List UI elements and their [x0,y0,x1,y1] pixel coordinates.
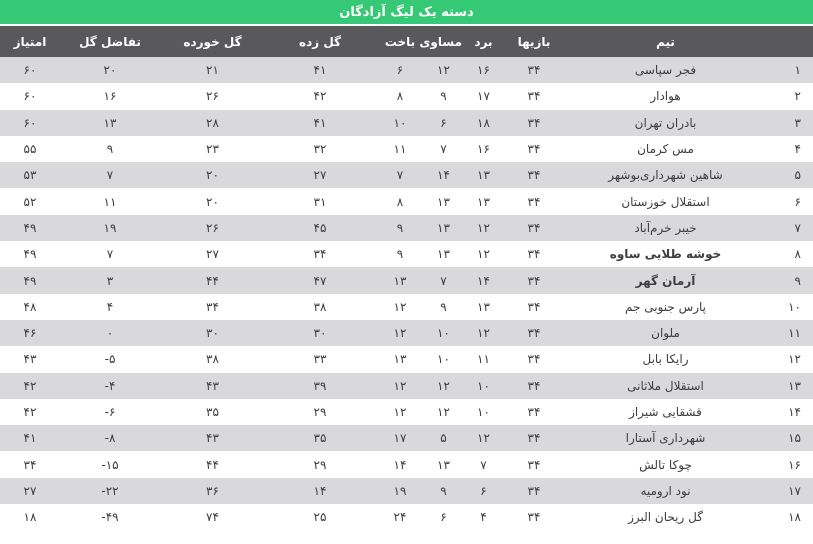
cell-goals-for: ۴۱ [313,115,327,130]
cell-rank: ۹ [794,273,801,288]
cell-team: قشقایی شیراز [629,405,702,419]
standings-table [0,26,813,530]
cell-points: ۶۰ [23,115,37,130]
table-header-row [0,26,813,57]
cell-goals-for: ۳۱ [313,194,327,209]
cell-points: ۴۹ [23,220,37,235]
cell-points: ۳۴ [23,457,37,472]
cell-team: هوادار [650,89,681,104]
cell-draws: ۱۰ [437,352,450,367]
cell-goals-for: ۴۲ [313,89,327,104]
cell-rank: ۴ [794,142,801,157]
cell-draws: ۹ [440,483,447,498]
cell-goal-diff: -۶ [104,405,116,419]
cell-goal-diff: -۴۹ [101,510,119,525]
cell-draws: ۱۰ [437,326,450,341]
cell-points: ۶۰ [23,63,37,78]
cell-rank: ۱۷ [788,483,801,498]
header-played: بازیها [517,34,551,49]
cell-points: ۴۶ [23,326,37,341]
cell-losses: ۷ [396,168,404,183]
cell-team: رایکا بابل [642,352,689,367]
cell-rank: ۱۲ [788,352,801,367]
cell-goal-diff: -۴ [104,378,116,393]
cell-rank: ۱۳ [788,378,801,393]
cell-goals-for: ۳۰ [313,326,327,341]
cell-wins: ۱۱ [477,352,490,367]
table-row [0,478,813,504]
table-row [0,373,813,399]
cell-goals-against: ۳۴ [206,299,219,314]
cell-goals-for: ۲۹ [313,405,327,419]
cell-wins: ۱۳ [477,194,490,209]
cell-points: ۵۵ [23,142,37,157]
cell-goal-diff: -۲۲ [101,483,119,498]
cell-goals-for: ۴۵ [313,220,327,235]
cell-draws: ۹ [440,89,447,104]
cell-goals-against: ۲۶ [206,220,219,235]
cell-losses: ۹ [396,247,404,262]
cell-losses: ۱۲ [393,326,407,341]
league-title-bar [0,0,813,24]
cell-rank: ۶ [794,194,801,209]
cell-team: استقلال ملاثانی [627,378,704,393]
cell-wins: ۴ [480,510,487,525]
table-row [0,110,813,136]
cell-goal-diff: ۳ [106,273,114,288]
cell-wins: ۱۲ [477,247,490,262]
cell-rank: ۱۶ [788,457,801,472]
cell-points: ۲۷ [23,483,37,498]
cell-points: ۴۱ [23,431,37,446]
cell-losses: ۸ [396,89,404,104]
table-row [0,215,813,241]
cell-goals-for: ۳۸ [313,299,327,314]
cell-draws: ۷ [440,273,447,288]
cell-goals-for: ۴۱ [313,63,327,78]
cell-goal-diff: ۱۹ [103,220,117,235]
cell-played: ۳۴ [527,89,541,104]
header-goals-against: گل خورده [183,34,242,49]
cell-played: ۳۴ [527,457,541,472]
cell-rank: ۲ [794,89,801,104]
table-row [0,451,813,477]
table-row [0,136,813,162]
cell-wins: ۱۲ [477,220,490,235]
cell-wins: ۱۰ [477,378,490,393]
cell-points: ۴۸ [23,299,37,314]
header-goal-diff: تفاضل گل [79,34,141,49]
cell-losses: ۲۴ [393,510,407,525]
cell-wins: ۱۶ [477,63,490,78]
standings-table-body [0,57,813,530]
table-row [0,83,813,109]
header-goals-for: گل زده [298,34,342,49]
cell-goals-for: ۲۹ [313,457,327,472]
cell-team: آرمان گهر [635,273,696,288]
cell-draws: ۱۲ [437,63,450,78]
cell-rank: ۳ [794,115,801,130]
cell-goals-for: ۲۷ [313,168,327,183]
cell-draws: ۷ [440,142,447,157]
table-row [0,57,813,83]
table-row [0,294,813,320]
cell-wins: ۱۰ [477,405,490,419]
cell-team: گل ریحان البرز [628,510,703,525]
cell-goals-against: ۴۳ [206,431,219,446]
cell-draws: ۱۳ [437,457,450,472]
cell-played: ۳۴ [527,326,541,341]
cell-goals-for: ۱۴ [313,483,327,498]
cell-points: ۴۹ [23,247,37,262]
cell-draws: ۱۲ [437,378,450,393]
cell-losses: ۱۲ [393,378,407,393]
cell-team: شاهین شهرداری‌بوشهر [608,168,723,183]
cell-wins: ۱۳ [477,299,490,314]
cell-goal-diff: ۷ [106,247,114,262]
cell-played: ۳۴ [527,194,541,209]
cell-points: ۱۸ [23,510,37,525]
cell-goals-against: ۴۴ [206,273,219,288]
cell-played: ۳۴ [527,142,541,157]
cell-played: ۳۴ [527,299,541,314]
cell-draws: ۱۳ [437,194,450,209]
cell-points: ۵۲ [23,194,37,209]
cell-wins: ۱۳ [477,168,490,183]
cell-team: استقلال خوزستان [621,194,710,209]
cell-draws: ۶ [440,115,447,130]
table-row [0,346,813,372]
cell-goal-diff: ۰ [106,326,114,341]
cell-wins: ۱۷ [477,89,490,104]
cell-rank: ۱۵ [788,431,801,446]
cell-team: چوکا تالش [639,457,692,472]
cell-draws: ۶ [440,510,447,525]
cell-rank: ۵ [794,168,801,183]
table-row [0,399,813,425]
cell-team: نود ارومیه [640,483,691,498]
cell-goals-against: ۲۸ [206,115,219,130]
cell-goal-diff: ۲۰ [103,63,117,78]
cell-team: پارس جنوبی جم [624,299,707,314]
table-row [0,320,813,346]
cell-goals-against: ۳۰ [206,326,219,341]
cell-goals-against: ۴۳ [206,378,219,393]
table-row [0,425,813,451]
cell-team: شهرداری آستارا [625,431,706,446]
cell-points: ۴۳ [23,352,37,367]
header-rank [768,26,813,57]
cell-losses: ۱۴ [393,457,407,472]
cell-played: ۳۴ [527,168,541,183]
cell-goal-diff: -۸ [104,431,116,446]
cell-losses: ۱۲ [393,405,407,419]
cell-played: ۳۴ [527,405,541,419]
table-row [0,188,813,214]
cell-team: ملوان [651,326,680,341]
cell-wins: ۱۲ [477,326,490,341]
cell-points: ۴۲ [23,378,37,393]
cell-goal-diff: -۱۵ [101,457,119,472]
cell-goal-diff: ۴ [106,299,114,314]
table-row [0,504,813,530]
cell-rank: ۱۴ [788,405,801,419]
cell-goals-for: ۲۵ [313,510,327,525]
cell-goal-diff: ۱۶ [103,89,117,104]
cell-played: ۳۴ [527,273,541,288]
cell-losses: ۱۹ [393,483,407,498]
cell-rank: ۱۱ [788,326,801,341]
cell-points: ۶۰ [23,89,37,104]
cell-losses: ۱۰ [393,115,407,130]
cell-goals-against: ۲۱ [206,63,219,78]
cell-goals-against: ۳۶ [206,483,219,498]
cell-goal-diff: ۱۱ [103,194,117,209]
cell-losses: ۱۷ [393,431,407,446]
cell-goals-for: ۳۴ [313,247,327,262]
cell-goals-against: ۳۵ [206,405,219,419]
cell-goals-against: ۳۸ [206,352,219,367]
cell-losses: ۸ [396,194,404,209]
cell-goals-against: ۴۴ [206,457,219,472]
cell-wins: ۶ [480,483,487,498]
cell-rank: ۷ [794,220,801,235]
cell-draws: ۱۳ [437,247,450,262]
cell-draws: ۱۳ [437,220,450,235]
cell-goals-for: ۳۲ [313,142,327,157]
cell-wins: ۱۸ [477,115,490,130]
cell-played: ۳۴ [527,431,541,446]
cell-draws: ۵ [440,431,447,446]
cell-played: ۳۴ [527,115,541,130]
cell-team: فجر سپاسی [634,63,697,78]
league-title: دسته یک لیگ آزادگان [339,4,474,20]
table-row [0,267,813,293]
cell-team: خیبر خرم‌آباد [634,220,697,235]
cell-rank: ۱۰ [788,299,801,314]
cell-played: ۳۴ [527,378,541,393]
header-wins: برد [474,34,493,49]
cell-played: ۳۴ [527,220,541,235]
cell-wins: ۱۲ [477,431,490,446]
cell-losses: ۶ [396,63,404,78]
cell-goals-against: ۲۰ [206,194,219,209]
cell-losses: ۱۲ [393,299,407,314]
cell-wins: ۷ [480,457,487,472]
cell-goals-against: ۲۷ [206,247,219,262]
cell-rank: ۱ [794,63,801,78]
cell-points: ۴۲ [23,405,37,419]
cell-draws: ۱۲ [437,405,450,419]
cell-team: مس کرمان [637,142,694,157]
cell-played: ۳۴ [527,510,541,525]
header-draws: مساوی [419,34,462,49]
cell-goals-against: ۲۰ [206,168,219,183]
cell-draws: ۱۴ [437,168,450,183]
cell-draws: ۹ [440,299,447,314]
cell-played: ۳۴ [527,352,541,367]
table-row [0,162,813,188]
cell-rank: ۸ [794,247,801,262]
cell-wins: ۱۶ [477,142,490,157]
cell-goals-against: ۲۳ [206,142,219,157]
header-team: تیم [656,34,675,49]
cell-played: ۳۴ [527,483,541,498]
cell-goal-diff: ۱۳ [103,115,117,130]
cell-goals-for: ۳۳ [313,352,327,367]
cell-goals-for: ۳۹ [313,378,327,393]
cell-losses: ۱۳ [393,352,407,367]
header-points: امتیاز [13,34,47,49]
header-losses: باخت [384,34,416,49]
cell-goal-diff: ۷ [106,168,114,183]
cell-losses: ۹ [396,220,404,235]
cell-played: ۳۴ [527,63,541,78]
cell-played: ۳۴ [527,247,541,262]
cell-losses: ۱۳ [393,273,407,288]
cell-goals-against: ۲۶ [206,89,219,104]
cell-team: بادران تهران [634,115,697,130]
cell-rank: ۱۸ [788,510,801,525]
cell-goal-diff: -۵ [104,352,116,367]
cell-points: ۵۳ [23,168,37,183]
cell-goals-for: ۴۷ [313,273,327,288]
cell-goals-for: ۳۵ [313,431,327,446]
cell-points: ۴۹ [23,273,37,288]
table-row [0,241,813,267]
cell-team: خوشه طلایی ساوه [609,247,722,262]
cell-goals-against: ۷۴ [206,510,219,525]
cell-goal-diff: ۹ [106,142,114,157]
cell-losses: ۱۱ [393,142,407,157]
cell-wins: ۱۴ [477,273,490,288]
